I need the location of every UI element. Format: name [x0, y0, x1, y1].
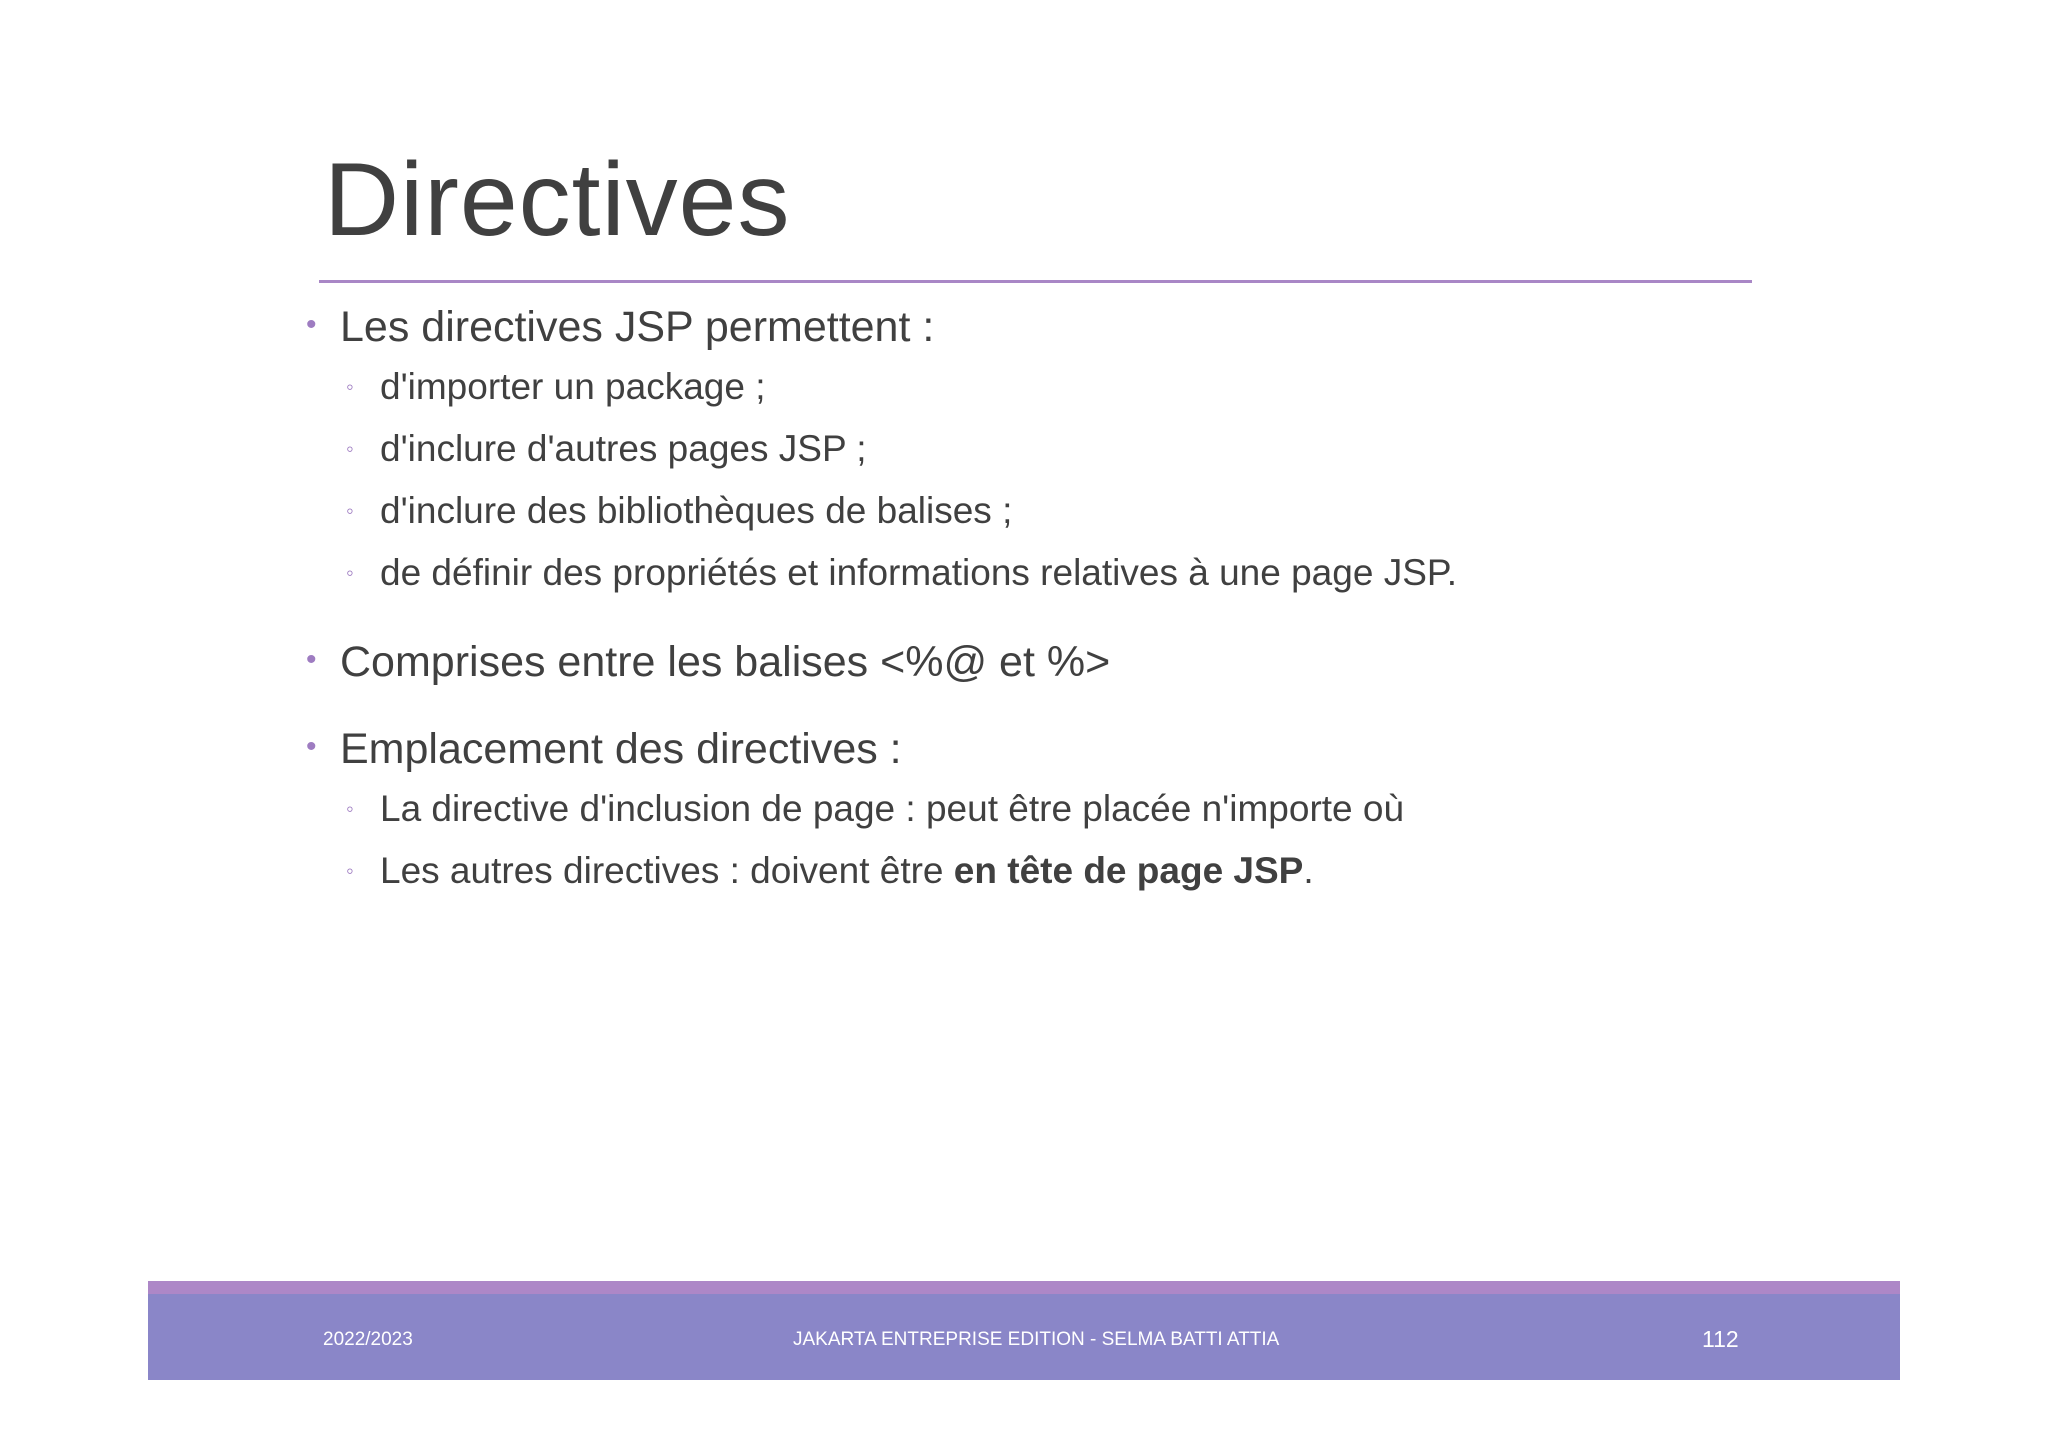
sub-bullet-text: d'importer un package ; [380, 366, 766, 407]
sub-bullet-text [380, 852, 1314, 889]
sub-bullet-text-suffix: . [1303, 850, 1314, 891]
sub-bullet-text-prefix: Les autres directives : doivent être [380, 850, 954, 891]
sub-bullet-text: d'inclure des bibliothèques de balises ; [380, 490, 1013, 531]
slide-title: Directives [324, 142, 791, 258]
sub-bullet-circle-icon: ◦ [346, 498, 354, 523]
sub-bullet-text-emphasis: en tête de page JSP [953, 850, 1304, 891]
sub-bullet-circle-icon: ◦ [346, 796, 354, 821]
sub-bullet-text: d'inclure d'autres pages JSP ; [380, 428, 867, 469]
bullet-dot-icon: • [306, 730, 317, 763]
bullet-dot-icon: • [306, 643, 317, 676]
sub-bullet-circle-icon: ◦ [346, 374, 354, 399]
bullet-dot-icon: • [306, 308, 317, 341]
footer-accent-band [148, 1281, 1900, 1294]
sub-bullet-circle-icon: ◦ [346, 436, 354, 461]
page-number: 112 [1702, 1326, 1739, 1352]
bullet-text: Comprises entre les balises <%@ et %> [340, 638, 1111, 686]
bullet-text: Les directives JSP permettent : [340, 303, 935, 351]
footer-course-title: JAKARTA ENTREPRISE EDITION - SELMA BATTI ATTIA [793, 1329, 1280, 1350]
sub-bullet-text: de définir des propriétés et informations relatives à une page JSP. [380, 552, 1458, 593]
sub-bullet-text: La directive d'inclusion de page : peut être placée n'importe où [380, 788, 1405, 829]
sub-bullet-circle-icon: ◦ [346, 858, 354, 883]
bullet-text: Emplacement des directives : [340, 725, 902, 773]
title-divider [319, 280, 1752, 283]
footer-date: 2022/2023 [323, 1329, 413, 1350]
sub-bullet-circle-icon: ◦ [346, 560, 354, 585]
